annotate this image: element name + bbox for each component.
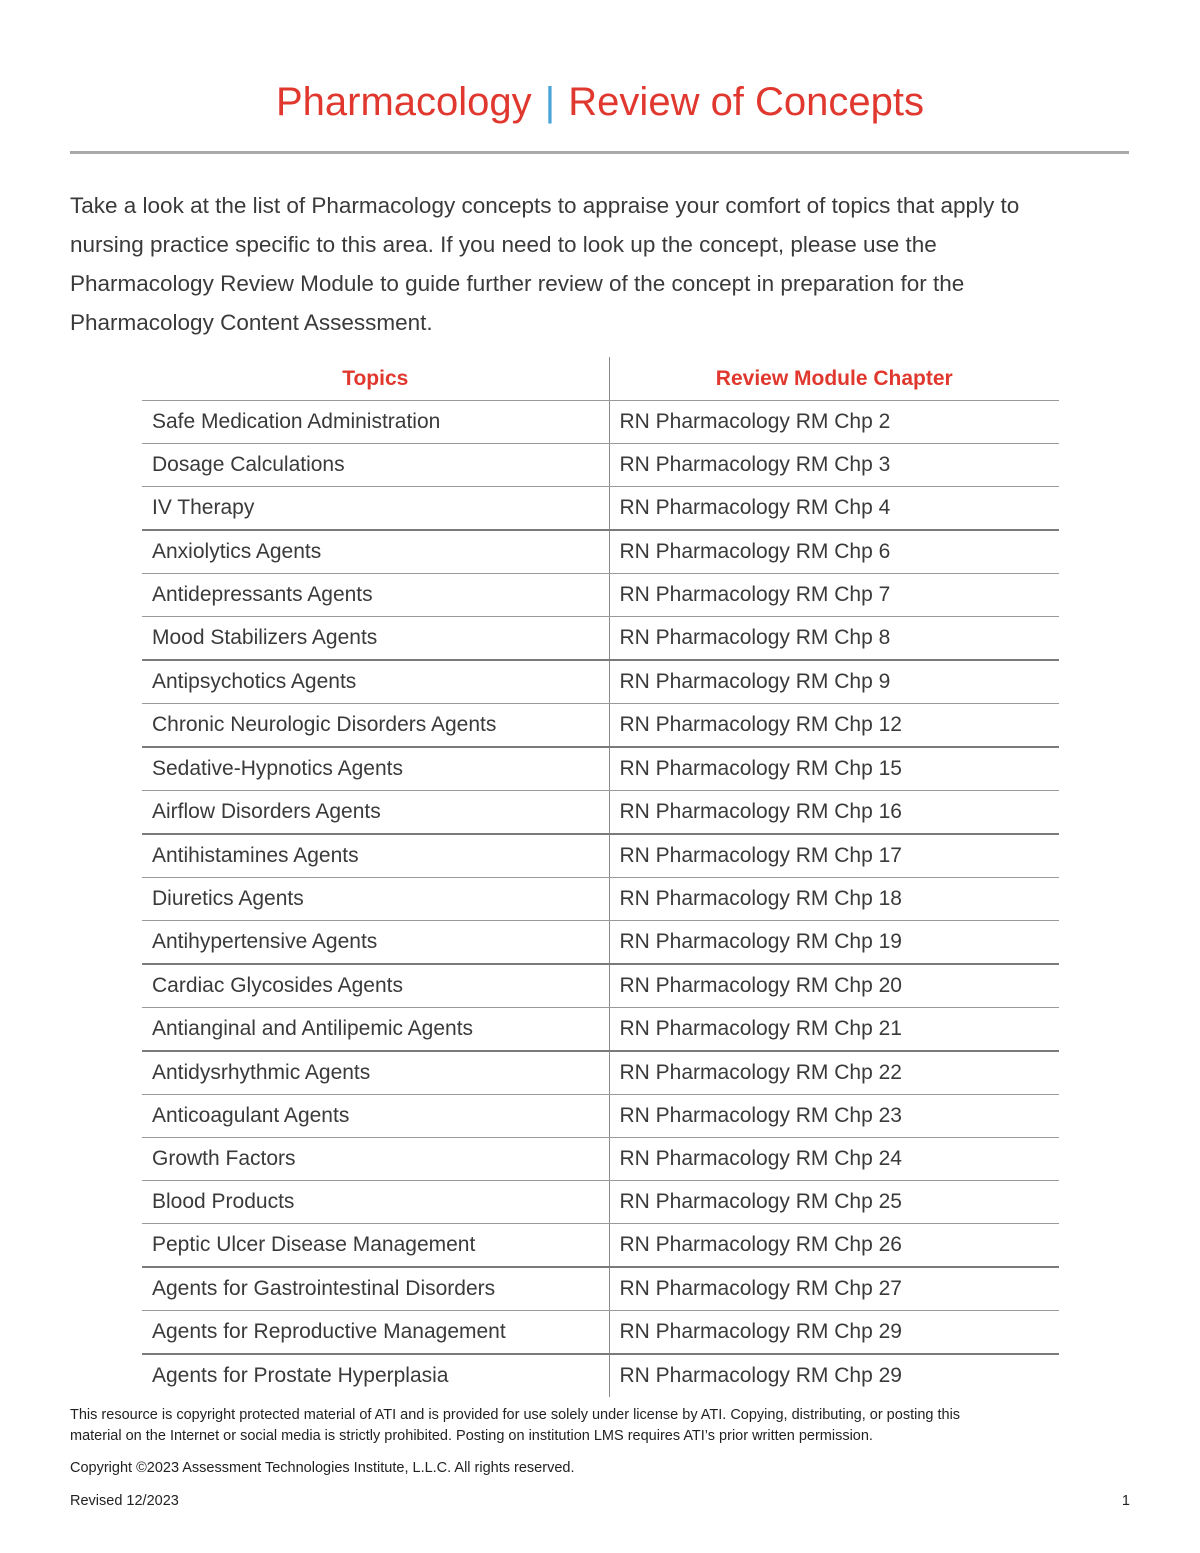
topic-cell: Chronic Neurologic Disorders Agents	[142, 704, 609, 748]
table-row	[142, 1008, 1059, 1052]
topic-cell: Anticoagulant Agents	[142, 1095, 609, 1138]
topic-cell: Agents for Reproductive Management	[142, 1311, 609, 1355]
topic-cell: Peptic Ulcer Disease Management	[142, 1224, 609, 1268]
chapter-cell: RN Pharmacology RM Chp 26	[609, 1224, 1059, 1268]
topic-cell: Antihypertensive Agents	[142, 921, 609, 965]
table-body	[142, 401, 1059, 1398]
table-row	[142, 1181, 1059, 1224]
topic-cell: Dosage Calculations	[142, 444, 609, 487]
table-header-row	[142, 357, 1059, 401]
topic-cell: Sedative-Hypnotics Agents	[142, 747, 609, 791]
table-row	[142, 1095, 1059, 1138]
table-row	[142, 401, 1059, 444]
chapter-cell: RN Pharmacology RM Chp 18	[609, 878, 1059, 921]
topic-cell: Growth Factors	[142, 1138, 609, 1181]
topic-cell: Diuretics Agents	[142, 878, 609, 921]
table-row	[142, 574, 1059, 617]
chapter-cell: RN Pharmacology RM Chp 12	[609, 704, 1059, 748]
chapter-cell: RN Pharmacology RM Chp 7	[609, 574, 1059, 617]
topic-cell: Antidepressants Agents	[142, 574, 609, 617]
chapter-cell: RN Pharmacology RM Chp 23	[609, 1095, 1059, 1138]
topic-cell: Agents for Prostate Hyperplasia	[142, 1354, 609, 1397]
table-row	[142, 1138, 1059, 1181]
table-row	[142, 1051, 1059, 1095]
chapter-cell: RN Pharmacology RM Chp 22	[609, 1051, 1059, 1095]
topic-cell: Antidysrhythmic Agents	[142, 1051, 609, 1095]
chapter-cell: RN Pharmacology RM Chp 4	[609, 487, 1059, 531]
table-row	[142, 704, 1059, 748]
table-row	[142, 834, 1059, 878]
topic-cell: Antianginal and Antilipemic Agents	[142, 1008, 609, 1052]
table-row	[142, 1224, 1059, 1268]
chapter-cell: RN Pharmacology RM Chp 24	[609, 1138, 1059, 1181]
page-title	[0, 72, 1200, 132]
table-row	[142, 878, 1059, 921]
chapter-cell: RN Pharmacology RM Chp 9	[609, 660, 1059, 704]
table-row	[142, 487, 1059, 531]
chapter-cell: RN Pharmacology RM Chp 16	[609, 791, 1059, 835]
page-number: 1	[1121, 1493, 1130, 1509]
table-row	[142, 921, 1059, 965]
topic-cell: IV Therapy	[142, 487, 609, 531]
table-row	[142, 791, 1059, 835]
table-row	[142, 444, 1059, 487]
topic-cell: Safe Medication Administration	[142, 401, 609, 444]
copyright-notice: Copyright ©2023 Assessment Technologies Institute, L.L.C. All rights reserved.	[70, 1460, 575, 1476]
title-divider	[70, 151, 1129, 154]
topic-cell: Agents for Gastrointestinal Disorders	[142, 1267, 609, 1311]
chapter-cell: RN Pharmacology RM Chp 29	[609, 1311, 1059, 1355]
chapter-cell: RN Pharmacology RM Chp 6	[609, 530, 1059, 574]
chapter-cell: RN Pharmacology RM Chp 17	[609, 834, 1059, 878]
chapter-cell: RN Pharmacology RM Chp 19	[609, 921, 1059, 965]
legal-line: material on the Internet or social media is strictly prohibited. Posting on institution LMS requires ATI’s prior written permission.	[70, 1428, 873, 1444]
chapter-cell: RN Pharmacology RM Chp 21	[609, 1008, 1059, 1052]
revised-date: Revised 12/2023	[70, 1493, 179, 1509]
table-row	[142, 660, 1059, 704]
title-separator: |	[544, 80, 556, 124]
topic-cell: Mood Stabilizers Agents	[142, 617, 609, 661]
topic-cell: Airflow Disorders Agents	[142, 791, 609, 835]
table-row	[142, 617, 1059, 661]
intro-line: nursing practice specific to this area. If you need to look up the concept, please use the	[70, 232, 937, 257]
title-sub: Review of Concepts	[568, 80, 925, 124]
topic-cell: Blood Products	[142, 1181, 609, 1224]
table-row	[142, 1311, 1059, 1355]
topic-cell: Cardiac Glycosides Agents	[142, 964, 609, 1008]
intro-line: Pharmacology Content Assessment.	[70, 310, 433, 335]
chapter-cell: RN Pharmacology RM Chp 2	[609, 401, 1059, 444]
intro-line: Pharmacology Review Module to guide further review of the concept in preparation for the	[70, 271, 965, 296]
table-row	[142, 1267, 1059, 1311]
legal-notice	[70, 1405, 1130, 1447]
chapter-cell: RN Pharmacology RM Chp 25	[609, 1181, 1059, 1224]
chapter-cell: RN Pharmacology RM Chp 20	[609, 964, 1059, 1008]
topics-table	[142, 357, 1059, 1397]
table-row	[142, 747, 1059, 791]
chapter-cell: RN Pharmacology RM Chp 15	[609, 747, 1059, 791]
topic-cell: Anxiolytics Agents	[142, 530, 609, 574]
chapter-cell: RN Pharmacology RM Chp 29	[619, 1364, 902, 1387]
topic-cell: Antipsychotics Agents	[142, 660, 609, 704]
header-topics: Topics	[142, 357, 609, 401]
intro-line: Take a look at the list of Pharmacology concepts to appraise your comfort of topics that apply to	[70, 193, 1020, 218]
chapter-cell: RN Pharmacology RM Chp 27	[609, 1267, 1059, 1311]
chapter-cell: RN Pharmacology RM Chp 3	[609, 444, 1059, 487]
title-main: Pharmacology	[275, 80, 532, 124]
table-row	[142, 964, 1059, 1008]
header-review-module-chapter: Review Module Chapter	[609, 357, 1059, 401]
table-row	[142, 530, 1059, 574]
legal-line: This resource is copyright protected material of ATI and is provided for use solely under license by ATI. Copying, distributing, or posting this	[70, 1407, 961, 1423]
chapter-cell: RN Pharmacology RM Chp 8	[609, 617, 1059, 661]
intro-paragraph	[70, 186, 1130, 342]
topic-cell: Antihistamines Agents	[142, 834, 609, 878]
table-row	[142, 1354, 1059, 1397]
